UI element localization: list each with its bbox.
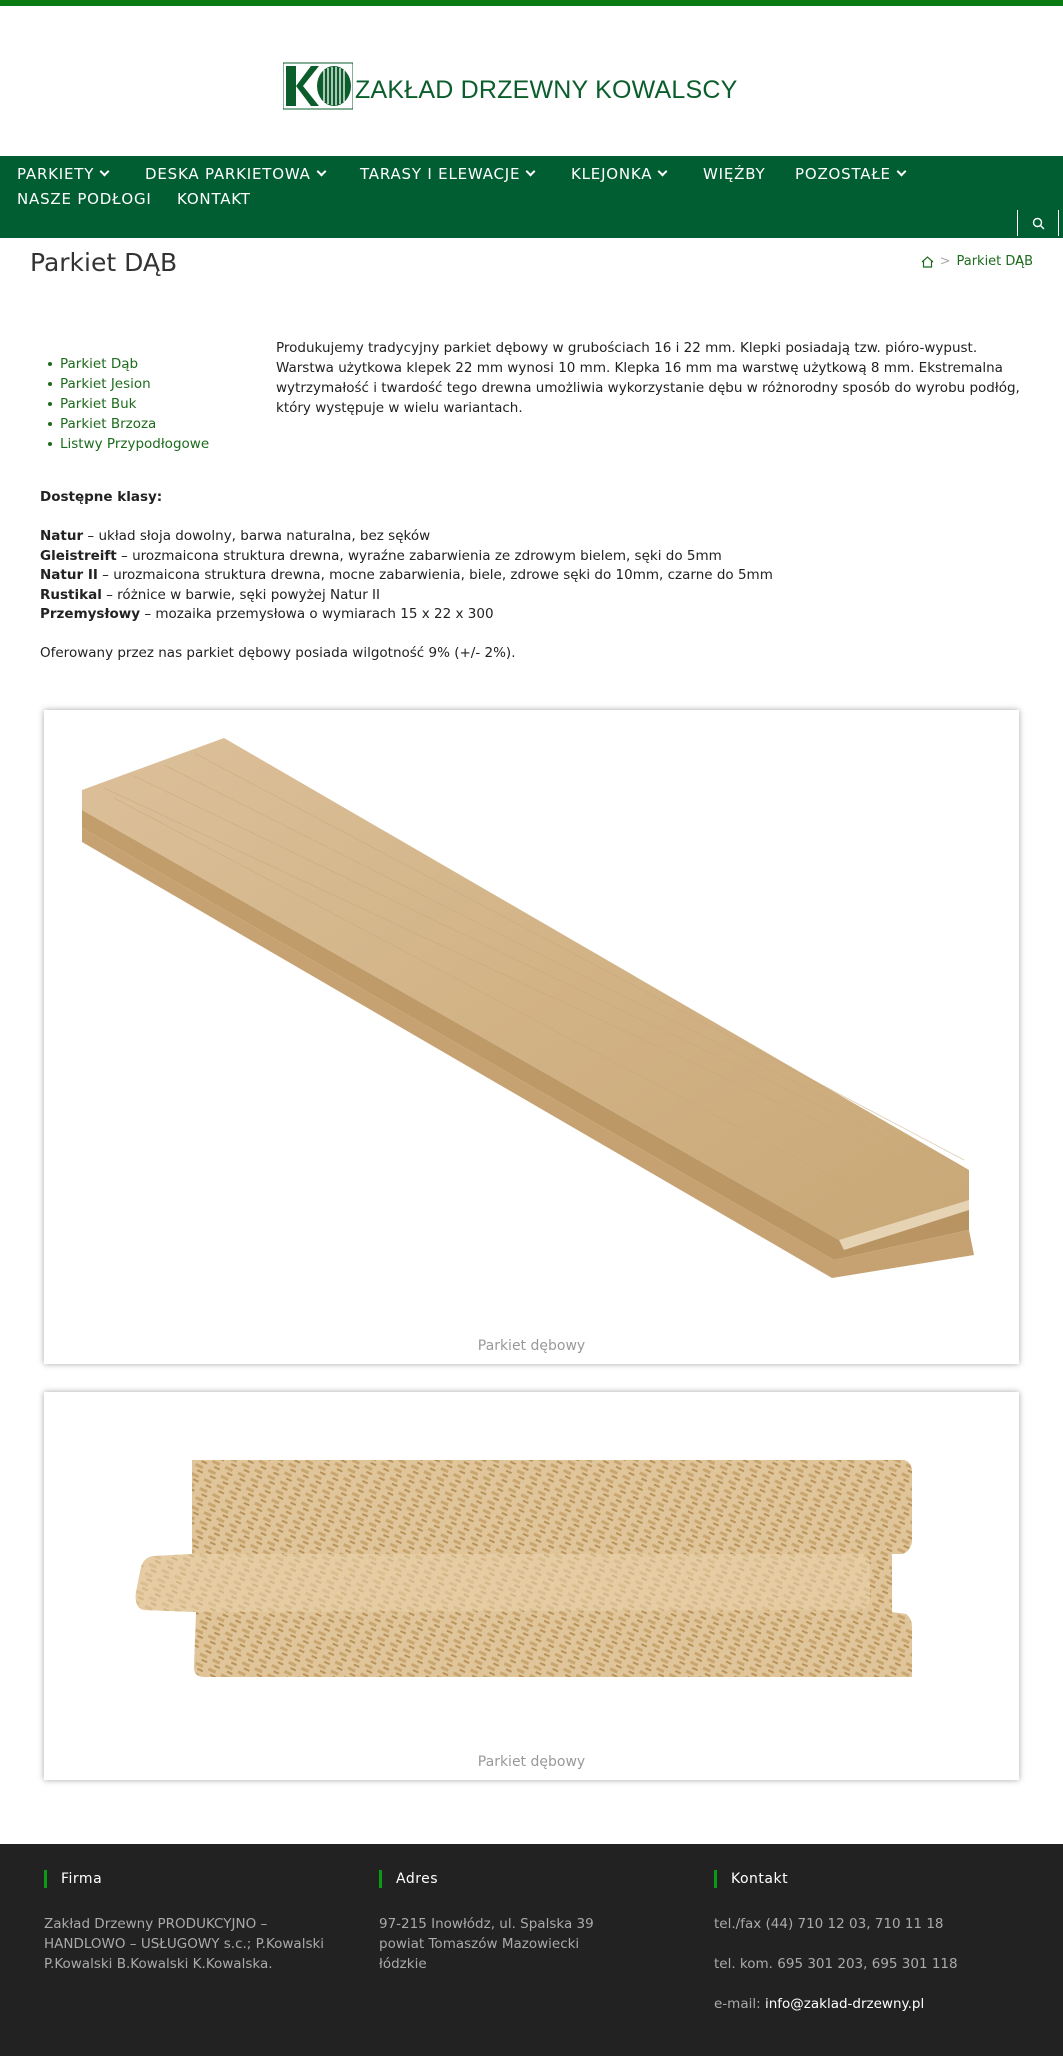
bullet [48, 382, 52, 386]
oak-plank-image[interactable] [44, 710, 1019, 1330]
nav-item-nasze-podlogi[interactable] [17, 190, 152, 208]
nav-item-deska-parkietowa[interactable] [145, 165, 325, 183]
search-icon [1032, 217, 1045, 230]
class-desc: – mozaika przemysłowa o wymiarach 15 x 22 x 300 [140, 606, 494, 622]
sidebar-link-listwy[interactable] [48, 434, 209, 454]
classes-heading: Dostępne klasy: [40, 489, 163, 505]
email-link[interactable]: info@zaklad-drzewny.pl [764, 1996, 925, 2012]
nav-item-pozostale[interactable] [795, 165, 905, 183]
class-row [40, 547, 1030, 567]
nav-item-klejonka[interactable] [571, 165, 666, 183]
footer-heading-adres: Adres [379, 1870, 438, 1888]
sidebar-link-brzoza[interactable] [48, 414, 209, 434]
nav-label: DESKA PARKIETOWA [145, 165, 311, 183]
chevron-down-icon [526, 167, 536, 177]
address-line: łódzkie [379, 1956, 427, 1972]
class-desc: – układ słoja dowolny, barwa naturalna, bez sęków [83, 528, 431, 544]
footer-heading-firma: Firma [44, 1870, 102, 1888]
site-footer [0, 1844, 1063, 2056]
nav-label: POZOSTAŁE [795, 165, 891, 183]
class-name: Natur [40, 528, 84, 544]
classes-section [40, 488, 1030, 625]
sidebar-link-jesion[interactable] [48, 374, 209, 394]
class-row [40, 586, 1030, 606]
class-desc: – różnice w barwie, sęki powyżej Natur II [101, 586, 381, 603]
address-line: powiat Tomaszów Mazowiecki [379, 1936, 580, 1952]
sidebar-link-dab[interactable] [48, 354, 209, 374]
search-button[interactable] [1017, 210, 1059, 236]
bullet [48, 442, 52, 446]
sidebar-link-label: Parkiet Brzoza [60, 416, 157, 432]
class-desc: – urozmaicona struktura drewna, wyraźne zabarwienia ze zdrowym bielem, sęki do 5mm [116, 547, 722, 564]
main-navigation [0, 156, 1063, 238]
nav-label: WIĘŹBY [703, 165, 766, 183]
chevron-down-icon [658, 167, 668, 177]
class-name: Natur II [40, 567, 98, 583]
class-name: Gleistreift [40, 547, 117, 564]
address-line: 97-215 Inowłódz, ul. Spalska 39 [379, 1916, 594, 1932]
class-desc: – urozmaicona struktura drewna, mocne zabarwienia, biele, zdrowe sęki do 10mm, czarne do 5mm [97, 567, 773, 583]
email-label: e-mail: [714, 1996, 765, 2012]
class-name: Rustikal [40, 586, 102, 603]
nav-item-tarasy-i-elewacje[interactable] [360, 165, 534, 183]
sidebar-link-label: Parkiet Jesion [60, 376, 151, 392]
nav-item-kontakt[interactable] [177, 190, 251, 208]
nav-item-wiezby[interactable] [703, 165, 765, 183]
sidebar-link-label: Parkiet Buk [60, 396, 137, 412]
moisture-note: Oferowany przez nas parkiet dębowy posiada wilgotność 9% (+/- 2%). [40, 645, 516, 661]
class-name: Przemysłowy [40, 606, 141, 622]
nav-item-parkiety[interactable] [17, 165, 108, 183]
footer-email-row [714, 1994, 1044, 2014]
figure-oak-cross-section [44, 1392, 1019, 1780]
nav-label: PARKIETY [17, 165, 95, 183]
sidebar-link-buk[interactable] [48, 394, 209, 414]
figure-caption: Parkiet dębowy [477, 1338, 586, 1354]
oak-cross-section-image[interactable] [44, 1392, 1019, 1742]
bullet [48, 402, 52, 406]
chevron-down-icon [100, 167, 110, 177]
header-logo-area [0, 6, 1063, 156]
figure-caption: Parkiet dębowy [477, 1754, 586, 1770]
page-title: Parkiet DĄB [30, 248, 178, 277]
figure-oak-plank [44, 710, 1019, 1364]
intro-paragraph: Produkujemy tradycyjny parkiet dębowy w grubościach 16 i 22 mm. Klepki posiadają tzw. pióro-wypust. Warstwa użytkowa klepek 22 mm wynosi 10 mm. Klepka 16 mm ma warstwę użytkową 8 mm. Ekstremalna wytrzymałość i twardość tego drewna umożliwia wykorzystanie dębu w różnorodny sposób do wyrobu podłóg, który występuje w wielu wariantach. [276, 340, 1020, 416]
nav-label: KONTAKT [177, 190, 251, 208]
nav-label: KLEJONKA [571, 165, 653, 183]
bullet [48, 422, 52, 426]
sidebar-link-label: Parkiet Dąb [60, 356, 139, 372]
chevron-down-icon [316, 167, 326, 177]
footer-phone: tel./fax (44) 710 12 03, 710 11 18 [714, 1916, 944, 1932]
breadcrumb-separator: > [939, 254, 951, 269]
nav-label: TARASY I ELEWACJE [360, 165, 521, 183]
breadcrumb-current[interactable]: Parkiet DĄB [956, 254, 1033, 269]
breadcrumb [921, 254, 1033, 269]
logo-text: ZAKŁAD DRZEWNY KOWALSCY [355, 75, 738, 104]
sidebar-link-label: Listwy Przypodłogowe [60, 436, 210, 452]
chevron-down-icon [896, 167, 906, 177]
footer-address [379, 1914, 679, 1974]
nav-label: NASZE PODŁOGI [17, 190, 152, 208]
class-row [40, 605, 1030, 625]
logo-mark-icon [283, 61, 353, 111]
footer-mobile: tel. kom. 695 301 203, 695 301 118 [714, 1956, 958, 1972]
page-header [0, 238, 1063, 292]
class-row [40, 566, 1030, 586]
footer-firma-text: Zakład Drzewny PRODUKCYJNO – HANDLOWO – USŁUGOWY s.c.; P.Kowalski P.Kowalski B.Kowalski K.Kowalska. [44, 1916, 325, 1972]
sidebar-link-list [48, 354, 209, 454]
site-logo[interactable] [283, 58, 737, 114]
home-icon[interactable] [921, 256, 934, 268]
class-row [40, 527, 1030, 547]
bullet [48, 362, 52, 366]
footer-heading-kontakt: Kontakt [714, 1870, 788, 1888]
